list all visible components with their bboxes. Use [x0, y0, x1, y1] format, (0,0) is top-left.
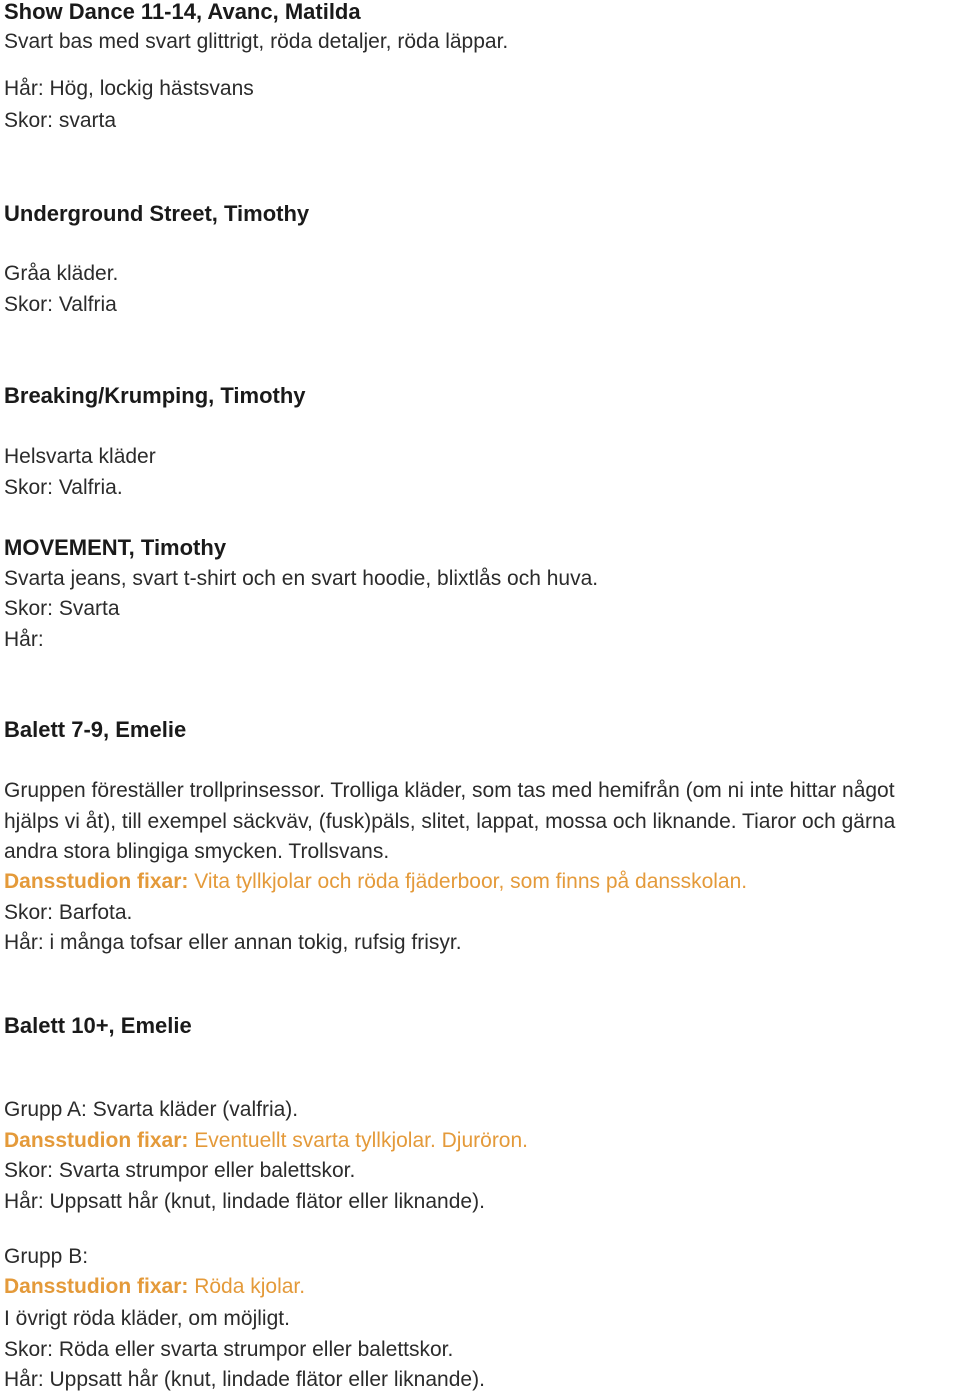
text-line: Grupp B:	[4, 1245, 89, 1268]
accent-label: Dansstudion fixar:	[4, 1275, 189, 1298]
section-heading-balett-7-9: Balett 7-9, Emelie	[4, 717, 187, 742]
text-line: Skor: Valfria	[4, 293, 117, 316]
text-line: Hår: Uppsatt hår (knut, lindade flätor eller liknande).	[4, 1368, 485, 1391]
text-line: Skor: Röda eller svarta strumpor eller balettskor.	[4, 1338, 454, 1361]
text-line: Skor: Svarta	[4, 597, 120, 620]
accent-label: Dansstudion fixar:	[4, 870, 189, 893]
accent-line	[4, 867, 747, 897]
text-line: Gråa kläder.	[4, 262, 119, 285]
text-line: Hår: Uppsatt hår (knut, lindade flätor eller liknande).	[4, 1190, 485, 1213]
accent-text: Röda kjolar.	[188, 1275, 306, 1298]
text-line: Svarta jeans, svart t-shirt och en svart hoodie, blixtlås och huva.	[4, 567, 599, 590]
section-heading-breaking: Breaking/Krumping, Timothy	[4, 383, 306, 408]
section-heading-show-dance: Show Dance 11-14, Avanc, Matilda	[4, 0, 361, 24]
text-line: Hår: Hög, lockig hästsvans	[4, 77, 254, 100]
accent-text: Eventuellt svarta tyllkjolar. Djuröron.	[188, 1129, 528, 1152]
text-line: hjälps vi åt), till exempel säckväv, (fusk)päls, slitet, lappat, mossa och liknande. Tiaror och gärna	[4, 810, 896, 833]
text-line: I övrigt röda kläder, om möjligt.	[4, 1307, 290, 1330]
accent-label: Dansstudion fixar:	[4, 1129, 189, 1152]
text-line: andra stora blingiga smycken. Trollsvans.	[4, 840, 390, 863]
text-line: Svart bas med svart glittrigt, röda detaljer, röda läppar.	[4, 30, 509, 53]
section-heading-movement: MOVEMENT, Timothy	[4, 535, 227, 560]
text-line: Skor: Barfota.	[4, 901, 133, 924]
section-heading-balett-10: Balett 10+, Emelie	[4, 1013, 192, 1038]
text-line: Hår: i många tofsar eller annan tokig, rufsig frisyr.	[4, 931, 462, 954]
section-heading-underground-street: Underground Street, Timothy	[4, 201, 310, 226]
text-line: Grupp A: Svarta kläder (valfria).	[4, 1098, 299, 1121]
text-line: Gruppen föreställer trollprinsessor. Trolliga kläder, som tas med hemifrån (om ni inte hittar något	[4, 779, 895, 802]
accent-line	[4, 1272, 305, 1302]
text-line: Skor: svarta	[4, 109, 117, 132]
accent-line	[4, 1126, 528, 1156]
text-line: Skor: Svarta strumpor eller balettskor.	[4, 1159, 356, 1182]
text-line: Skor: Valfria.	[4, 476, 123, 499]
accent-text: Vita tyllkjolar och röda fjäderboor, som finns på dansskolan.	[188, 870, 748, 893]
text-line: Helsvarta kläder	[4, 445, 156, 468]
text-line: Hår:	[4, 628, 44, 651]
